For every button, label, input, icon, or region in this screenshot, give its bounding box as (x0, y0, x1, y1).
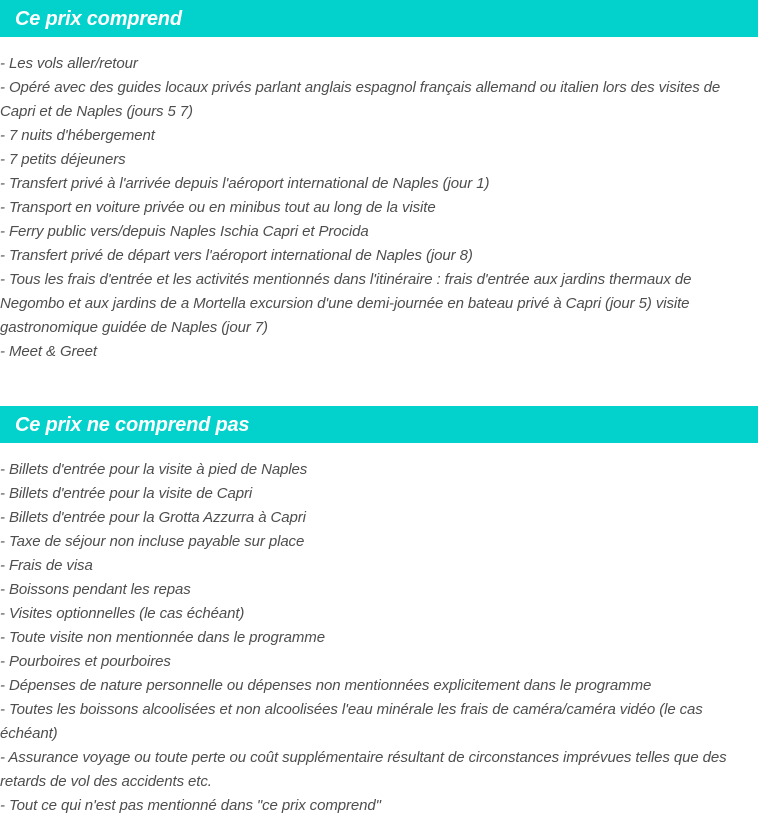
list-item: - Transfert privé à l'arrivée depuis l'aéroport international de Naples (jour 1) (0, 175, 490, 192)
list-item: - Ferry public vers/depuis Naples Ischia Capri et Procida (0, 223, 369, 240)
inclusions-header-title: Ce prix comprend (15, 7, 182, 30)
list-item: - Frais de visa (0, 557, 93, 574)
list-item: - Billets d'entrée pour la Grotta Azzurra à Capri (0, 509, 306, 526)
inclusions-list (0, 52, 758, 364)
section-spacer (0, 364, 758, 406)
list-item: - Taxe de séjour non incluse payable sur place (0, 533, 305, 550)
list-item: - Les vols aller/retour (0, 55, 138, 72)
list-item: - Tout ce qui n'est pas mentionné dans "ce prix comprend" (0, 797, 381, 814)
exclusions-body (0, 443, 758, 818)
list-item: - Toute visite non mentionnée dans le programme (0, 629, 325, 646)
inclusions-header-bar (0, 0, 758, 37)
exclusions-header-bar (0, 406, 758, 443)
list-item: - Meet & Greet (0, 343, 97, 360)
list-item: - Tous les frais d'entrée et les activités mentionnés dans l'itinéraire : frais d'entrée aux jardins thermaux de Negombo et aux jardins de a Mortella excursion d'une demi-journée en bateau privé à Capri (jour 5) visite gastronomique guidée de Naples (jour 7) (0, 271, 692, 336)
list-item: - Billets d'entrée pour la visite à pied de Naples (0, 461, 308, 478)
list-item: - Opéré avec des guides locaux privés parlant anglais espagnol français allemand ou italien lors des visites de Capri et de Naples (jours 5 7) (0, 79, 721, 120)
section-inclusions (0, 0, 758, 364)
list-item: - Pourboires et pourboires (0, 653, 171, 670)
section-exclusions (0, 406, 758, 818)
list-item: - Transfert privé de départ vers l'aéroport international de Naples (jour 8) (0, 247, 473, 264)
list-item: - Billets d'entrée pour la visite de Capri (0, 485, 253, 502)
list-item: - 7 nuits d'hébergement (0, 127, 155, 144)
inclusions-body (0, 37, 758, 364)
list-item: - Boissons pendant les repas (0, 581, 191, 598)
exclusions-header-title: Ce prix ne comprend pas (15, 413, 250, 436)
list-item: - Visites optionnelles (le cas échéant) (0, 605, 245, 622)
list-item: - 7 petits déjeuners (0, 151, 126, 168)
list-item: - Dépenses de nature personnelle ou dépenses non mentionnées explicitement dans le programme (0, 677, 652, 694)
list-item: - Toutes les boissons alcoolisées et non alcoolisées l'eau minérale les frais de caméra/caméra vidéo (le cas échéant) (0, 701, 703, 742)
list-item: - Transport en voiture privée ou en minibus tout au long de la visite (0, 199, 436, 216)
exclusions-list (0, 458, 758, 818)
list-item: - Assurance voyage ou toute perte ou coût supplémentaire résultant de circonstances imprévues telles que des retards de vol des accidents etc. (0, 749, 727, 790)
